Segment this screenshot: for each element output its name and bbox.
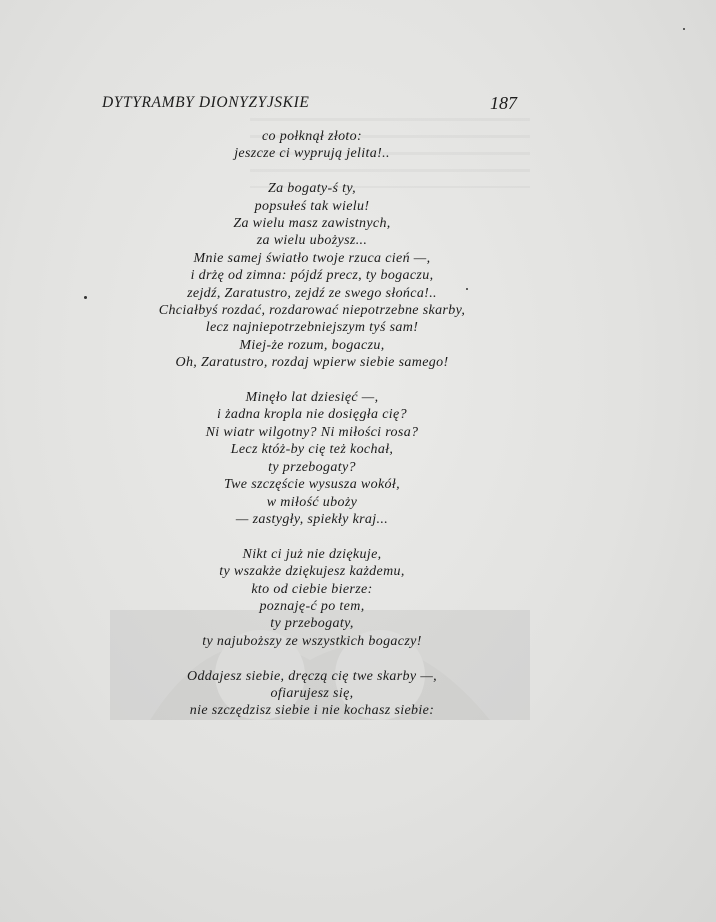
verse-line: Ni wiatr wilgotny? Ni miłości rosa? [205,424,419,440]
verse-line: kto od ciebie bierze: [251,581,373,597]
print-speck [683,28,685,30]
verse-line: ty przebogaty, [270,616,354,632]
verse-line: i żadna kropla nie dosięgła cię? [217,407,407,423]
stanza [108,128,516,163]
verse-line: Twe szczęście wysusza wokół, [224,477,400,493]
verse-line: i drżę od zimna: pójdź precz, ty bogaczu, [190,268,434,284]
print-speck [84,296,87,299]
verse-line: ofiarujesz się, [270,685,354,701]
stanza [108,668,516,720]
verse-line: Lecz któż-by cię też kochał, [230,442,394,458]
verse-line: ty najuboższy ze wszystkich bogaczy! [202,633,422,649]
verse-line: jeszcze ci wyprują jelita!.. [234,146,390,162]
verse-line: Za wielu masz zawistnych, [233,216,391,232]
verse-line: Oh, Zaratustro, rozdaj wpierw siebie samego! [175,355,449,371]
page-number: 187 [490,93,517,113]
poem-body [108,128,516,737]
stanza [108,389,516,528]
verse-line: zejdź, Zaratustro, zejdź ze swego słońca!.. [187,285,437,301]
verse-line: nie szczędzisz siebie i nie kochasz siebie: [189,703,435,719]
verse-line: ty wszakże dziękujesz każdemu, [219,564,405,580]
stanza [108,546,516,650]
verse-line: Chciałbyś rozdać, rozdarować niepotrzebne skarby, [158,303,466,319]
verse-line: poznaję-ć po tem, [259,598,365,614]
verse-line: za wielu ubożysz... [256,233,368,249]
verse-line: Nikt ci już nie dziękuje, [242,546,382,562]
stanza [108,180,516,371]
verse-line: ty przebogaty? [268,459,356,475]
verse-line: Za bogaty-ś ty, [267,181,357,197]
verse-line: w miłość uboży [266,494,358,510]
verse-line: co połknął złoto: [261,129,363,144]
verse-line: — zastygły, spiekły kraj... [235,511,389,527]
running-header [102,94,522,116]
verse-line: popsułeś tak wielu! [254,198,370,214]
running-title: DYTYRAMBY DIONYZYJSKIE [102,94,310,111]
verse-line: lecz najniepotrzebniejszym tyś sam! [205,320,419,336]
verse-line: Minęło lat dziesięć —, [245,390,379,406]
verse-line: Mnie samej światło twoje rzuca cień —, [193,250,431,266]
verse-line: Oddajesz siebie, dręczą cię twe skarby —, [187,668,437,684]
verse-line: Miej-że rozum, bogaczu, [239,337,385,353]
